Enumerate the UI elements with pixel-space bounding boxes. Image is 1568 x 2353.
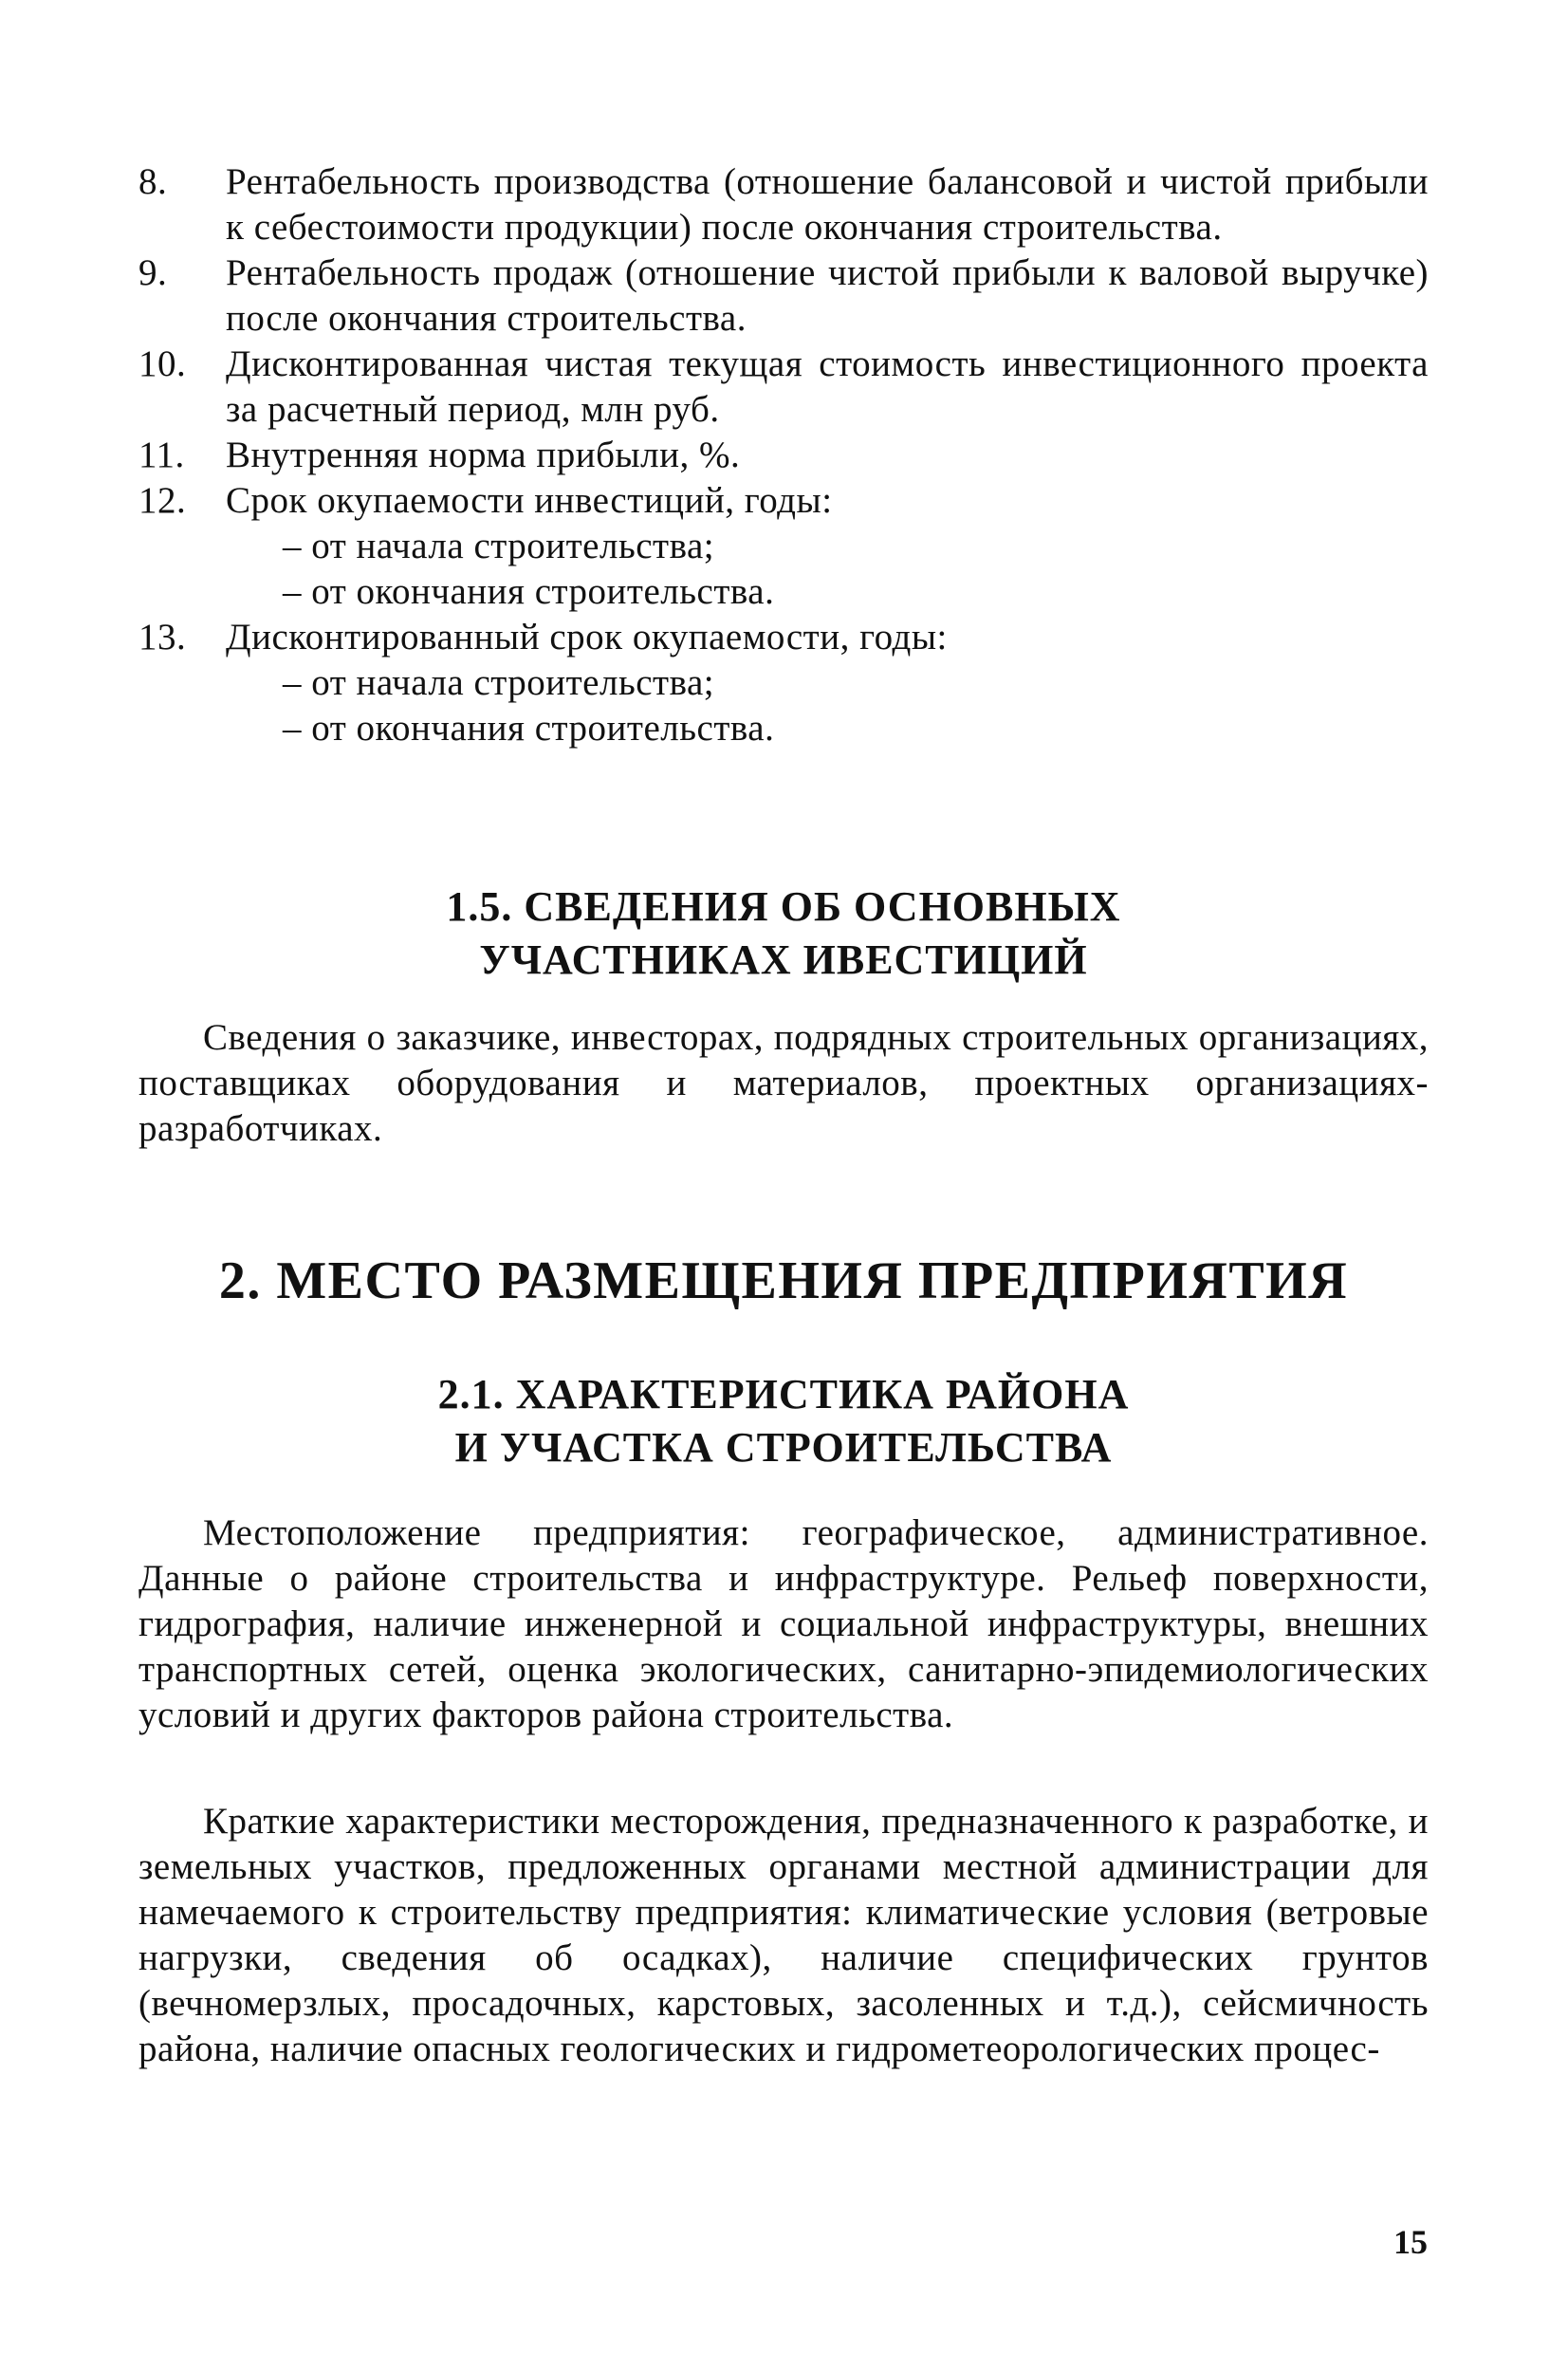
list-item [138,250,1429,342]
section-1-5-heading [138,880,1429,987]
list-item-text: Срок окупаемости инвестиций, годы: [226,480,833,521]
list-item [138,615,1429,751]
list-item-number: 12. [138,480,187,521]
list-item [138,342,1429,433]
indicators-list [138,159,1429,751]
heading-line: УЧАСТНИКАХ ИВЕСТИЦИЙ [479,936,1088,983]
section-2-1-heading [138,1368,1429,1474]
list-item [138,478,1429,615]
sub-list [226,660,1429,751]
list-item [138,433,1429,478]
sub-list [226,524,1429,615]
heading-line: И УЧАСТКА СТРОИТЕЛЬСТВА [454,1424,1113,1471]
sub-list-item: – от начала строительства; [283,662,715,703]
list-item-text: Дисконтированная чистая текущая стоимость инвестиционного проекта за расчетный период, млн руб. [226,343,1429,430]
page-number: 15 [1393,2223,1428,2261]
section-2-1-paragraph-2: Краткие характеристики месторождения, предназначенного к разработке, и земельных участков, предложенных органами местной администрации для намечаемого к строительству предприятия: климатические условия (ветровые нагрузки, сведения об осадках), наличие специфических грунтов (вечномерзлых, просадочных, карстовых, засоленных и т.д.), сейсмичность района, наличие опасных геологических и гидрометеорологических процес- [138,1801,1429,2069]
heading-line: 2.1. ХАРАКТЕРИСТИКА РАЙОНА [437,1371,1130,1417]
list-item-text: Дисконтированный срок окупаемости, годы: [226,617,948,658]
section-1-5-paragraph: Сведения о заказчике, инвесторах, подрядных строительных организациях, поставщиках оборудования и материалов, проектных организациях-разработчиках. [138,1017,1429,1149]
list-item-number: 9. [138,252,168,293]
section-2-1-paragraph-1: Местоположение предприятия: географическое, административное. Данные о районе строительства и инфраструктуре. Рельеф поверхности, гидрография, наличие инженерной и социальной инфраструктуры, внешних транспортных сетей, оценка экологических, санитарно-эпидемиологических условий и других факторов района строительства. [138,1512,1429,1735]
sub-list-item: – от начала строительства; [283,526,715,566]
list-item-number: 8. [138,161,168,202]
sub-list-item: – от окончания строительства. [283,708,775,749]
list-item-number: 11. [138,435,185,475]
chapter-2-heading: 2. МЕСТО РАЗМЕЩЕНИЯ ПРЕДПРИЯТИЯ [218,1251,1349,1310]
heading-line: 1.5. СВЕДЕНИЯ ОБ ОСНОВНЫХ [446,883,1121,930]
list-item-number: 13. [138,617,187,658]
list-item-number: 10. [138,343,187,384]
list-item-text: Внутренняя норма прибыли, %. [226,435,741,475]
list-item [138,159,1429,250]
sub-list-item: – от окончания строительства. [283,571,775,612]
list-item-text: Рентабельность производства (отношение балансовой и чистой прибыли к себестоимости продукции) после окончания строительства. [226,161,1429,248]
list-item-text: Рентабельность продаж (отношение чистой прибыли к валовой выручке) после окончания строительства. [226,252,1429,339]
